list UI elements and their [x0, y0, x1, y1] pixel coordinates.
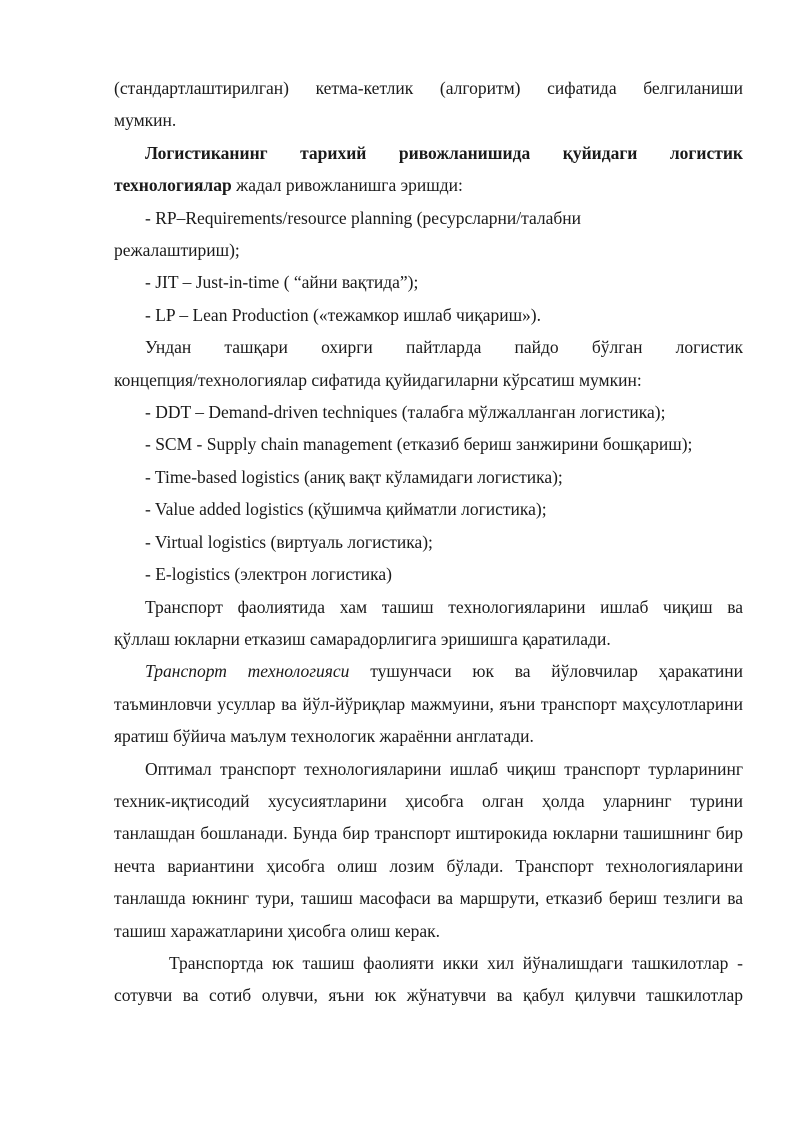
paragraph-line: концепция/технологиялар сифатида қуйидагиларни кўрсатиш мумкин: — [114, 369, 642, 390]
list-item: - Value added logistics (қўшимча қийматли логистика); — [145, 499, 547, 520]
paragraph-text: жадал ривожланишга эришди: — [231, 175, 463, 196]
bold-text: технологиялар — [114, 175, 232, 196]
list-item: - SCM - Supply chain management (етказиб бериш занжирини бошқариш); — [145, 434, 693, 455]
list-item: - E-logistics (электрон логистика) — [145, 564, 392, 585]
paragraph-text: тушунчаси юк ва йўловчилар ҳаракатини таъминловчи усуллар ва йўл-йўриқлар мажмуини, яъни транспорт маҳсулотларини яратиш бўйича маълум технологик жараённи англатади. — [114, 661, 744, 747]
paragraph: Оптимал транспорт технологияларини ишлаб чиқиш транспорт турларининг техник-иқтисодий хусусиятларини ҳисобга олган ҳолда уларнинг турини танлашдан бошланади. Бунда бир транспорт иштирокида юкларни ташишнинг бир нечта вариантини ҳисобга олиш лозим бўлади. Транспорт технологияларини танлашда юкнинг тури, ташиш масофаси ва маршрути, етказиб бериш тезлиги ва ташиш харажатларини ҳисобга олиш керак. — [114, 758, 743, 941]
paragraph-line — [114, 169, 743, 201]
list-item: - Virtual logistics (виртуаль логистика); — [145, 531, 433, 552]
italic-term: Транспорт технологияси — [145, 661, 350, 682]
list-item: - JIT – Just-in-time ( “айни вақтида”); — [145, 272, 419, 293]
list-item-continuation: режалаштириш); — [114, 240, 240, 261]
list-item: - LP – Lean Production («тежамкор ишлаб чиқариш»). — [145, 304, 542, 325]
paragraph-heading-line — [114, 137, 743, 169]
paragraph — [114, 655, 743, 752]
paragraph-line: Ундан ташқари охирги пайтларда пайдо бўлган логистик — [145, 337, 743, 358]
paragraph-line: сотувчи ва сотиб олувчи, яъни юк жўнатувчи ва қабул қилувчи ташкилотлар — [114, 985, 743, 1006]
paragraph-line: қўллаш юкларни етказиш самарадорлигига эришишга қаратилади. — [114, 628, 611, 649]
paragraph-line: Транспорт фаолиятида хам ташиш технологияларини ишлаб чиқиш ва — [145, 596, 743, 617]
paragraph-line: (стандартлаштирилган) кетма-кетлик (алгоритм) сифатида белгиланиши — [114, 78, 743, 98]
list-item: - Time-based logistics (аниқ вақт кўламидаги логистика); — [145, 466, 563, 487]
paragraph-line: мумкин. — [114, 110, 177, 131]
list-item: - RP–Requirements/resource planning (ресурсларни/талабни — [145, 207, 582, 228]
list-item: - DDT – Demand-driven techniques (талабга мўлжалланган логистика); — [145, 402, 666, 423]
document-body — [114, 72, 743, 1012]
paragraph-line: Транспортда юк ташиш фаолияти икки хил йўналишдаги ташкилотлар - — [169, 952, 743, 973]
bold-text: Логистиканинг тарихий ривожланишида қуйидаги логистик — [145, 142, 743, 163]
